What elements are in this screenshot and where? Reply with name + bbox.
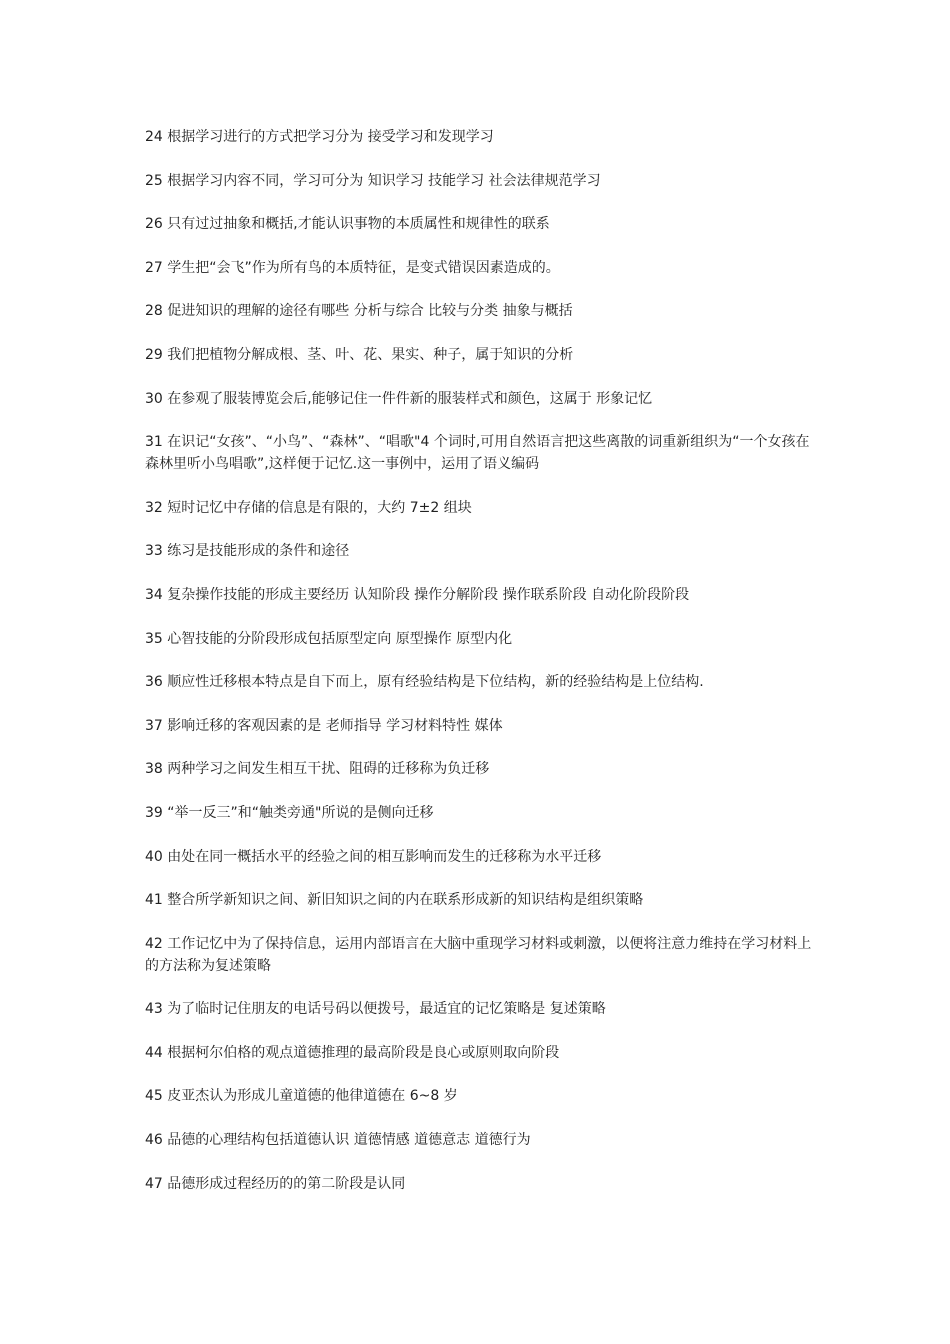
list-item: 43 为了临时记住朋友的电话号码以便拨号，最适宜的记忆策略是 复述策略 <box>145 1001 606 1018</box>
list-item: 36 顺应性迁移根本特点是自下而上，原有经验结构是下位结构，新的经验结构是上位结构. <box>145 674 704 691</box>
list-item: 47 品德形成过程经历的的第二阶段是认同 <box>145 1175 406 1192</box>
list-item: 24 根据学习进行的方式把学习分为 接受学习和发现学习 <box>145 129 494 145</box>
list-item: 29 我们把植物分解成根、茎、叶、花、果实、种子，属于知识的分析 <box>145 346 574 363</box>
list-item: 28 促进知识的理解的途径有哪些 分析与综合 比较与分类 抽象与概括 <box>145 303 573 320</box>
list-item: 45 皮亚杰认为形成儿童道德的他律道德在 6~8 岁 <box>145 1088 458 1105</box>
list-item: 42 工作记忆中为了保持信息，运用内部语言在大脑中重现学习材料或刺激，以便将注意力维持在学习材料上的方法称为复述策略 <box>145 935 812 974</box>
list-item: 34 复杂操作技能的形成主要经历 认知阶段 操作分解阶段 操作联系阶段 自动化阶段阶段 <box>145 586 690 603</box>
list-item: 40 由处在同一概括水平的经验之间的相互影响而发生的迁移称为水平迁移 <box>145 848 602 865</box>
list-item: 37 影响迁移的客观因素的是 老师指导 学习材料特性 媒体 <box>145 717 503 734</box>
list-item: 32 短时记忆中存储的信息是有限的，大约 7±2 组块 <box>145 499 472 516</box>
list-item: 26 只有过过抽象和概括,才能认识事物的本质属性和规律性的联系 <box>145 216 550 233</box>
list-item: 35 心智技能的分阶段形成包括原型定向 原型操作 原型内化 <box>145 630 513 647</box>
question-list <box>145 126 817 1216</box>
list-item: 33 练习是技能形成的条件和途径 <box>145 543 350 560</box>
list-item: 41 整合所学新知识之间、新旧知识之间的内在联系形成新的知识结构是组织策略 <box>145 892 644 909</box>
list-item: 38 两种学习之间发生相互干扰、阻碍的迁移称为负迁移 <box>145 761 490 778</box>
list-item: 25 根据学习内容不同，学习可分为 知识学习 技能学习 社会法律规范学习 <box>145 172 601 189</box>
list-item: 27 学生把“会飞”作为所有鸟的本质特征，是变式错误因素造成的。 <box>145 259 560 276</box>
list-item: 46 品德的心理结构包括道德认识 道德情感 道德意志 道德行为 <box>145 1132 531 1149</box>
list-item: 30 在参观了服装博览会后,能够记住一件件新的服装样式和颜色，这属于 形象记忆 <box>145 390 653 407</box>
list-item: 31 在识记“女孩”、“小鸟”、“森林”、“唱歌"4 个词时,可用自然语言把这些离散的词重新组织为“一个女孩在森林里听小鸟唱歌”,这样便于记忆.这一事例中，运用了语义编码 <box>145 434 810 473</box>
list-item: 39 “举一反三”和“触类旁通"所说的是侧向迁移 <box>145 804 434 821</box>
list-item: 44 根据柯尔伯格的观点道德推理的最高阶段是良心或原则取向阶段 <box>145 1044 560 1061</box>
